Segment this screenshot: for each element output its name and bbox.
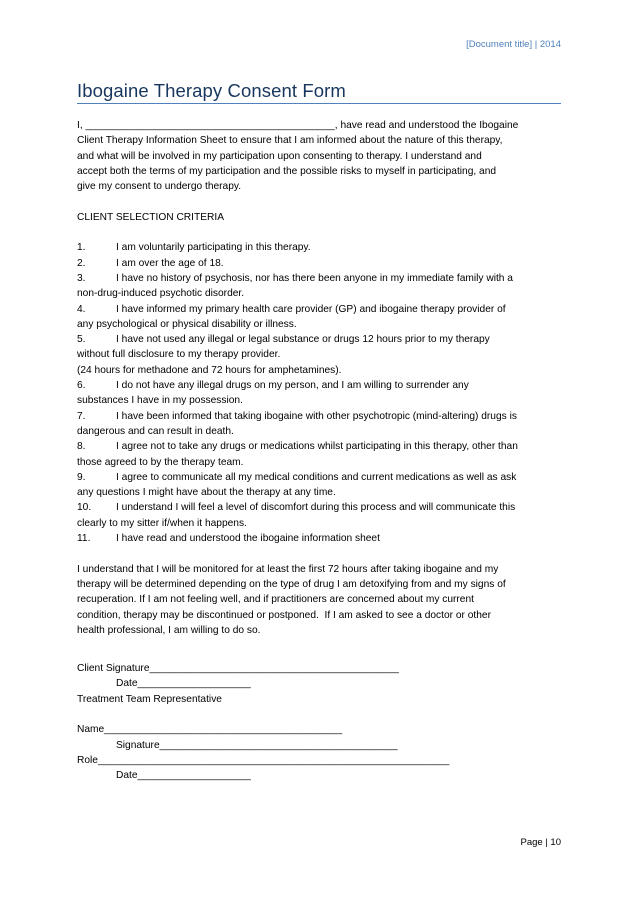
intro-line: I, ____________________________________________, have read and understood the Ibogaine <box>77 120 519 131</box>
criteria-item <box>77 500 567 531</box>
intro-line: accept both the terms of my participation and the possible risks to myself in participating, and <box>77 165 497 177</box>
criteria-number: 4. <box>77 303 86 315</box>
closing-line: therapy will be determined depending on the type of drug I am detoxifying from and my signs of <box>77 578 506 590</box>
criteria-text: without full disclosure to my therapy provider. <box>77 349 281 361</box>
team-rep-label: Treatment Team Representative <box>77 693 222 705</box>
criteria-item <box>77 470 567 501</box>
closing-paragraph <box>77 562 567 638</box>
intro-line: give my consent to undergo therapy. <box>77 181 242 193</box>
criteria-number: 3. <box>77 272 86 284</box>
criteria-item <box>77 271 567 302</box>
criteria-item <box>77 378 567 409</box>
criteria-text: I am voluntarily participating in this therapy. <box>116 242 311 254</box>
criteria-item <box>77 302 567 333</box>
criteria-number: 11. <box>77 533 91 545</box>
criteria-text: I have been informed that taking ibogaine with other psychotropic (mind-altering) drugs is <box>116 410 517 422</box>
criteria-number: 9. <box>77 471 86 483</box>
criteria-item <box>77 409 567 440</box>
document-title: Ibogaine Therapy Consent Form <box>77 80 346 101</box>
criteria-item <box>77 332 567 378</box>
criteria-text: I have no history of psychosis, nor has there been anyone in my immediate family with a <box>116 272 513 284</box>
criteria-text: I have read and understood the ibogaine information sheet <box>116 533 380 545</box>
criteria-text: any psychological or physical disability or illness. <box>77 318 297 330</box>
criteria-text: I am over the age of 18. <box>116 257 224 269</box>
date-field[interactable]: Date____________________ <box>116 770 251 782</box>
criteria-item <box>77 531 567 546</box>
criteria-number: 1. <box>77 242 86 254</box>
criteria-number: 2. <box>77 257 86 269</box>
criteria-number: 6. <box>77 380 86 392</box>
criteria-text: non-drug-induced psychotic disorder. <box>77 288 245 300</box>
client-date-field[interactable]: Date____________________ <box>116 678 251 690</box>
criteria-text: dangerous and can result in death. <box>77 425 234 437</box>
name-field[interactable]: Name__________________________________________ <box>77 724 343 736</box>
criteria-text: (24 hours for methadone and 72 hours for amphetamines). <box>77 364 342 376</box>
criteria-text: I understand I will feel a level of discomfort during this process and will communicate this <box>116 502 516 514</box>
closing-line: recuperation. If I am not feeling well, and if practitioners are concerned about my current <box>77 594 474 606</box>
page-footer: Page | 10 <box>520 837 561 848</box>
criteria-text: I agree not to take any drugs or medications whilst participating in this therapy, other than <box>116 441 518 453</box>
closing-line: I understand that I will be monitored for at least the first 72 hours after taking ibogaine and my <box>77 563 499 575</box>
criteria-text: I have informed my primary health care provider (GP) and ibogaine therapy provider of <box>116 303 506 315</box>
criteria-text: substances I have in my possession. <box>77 395 243 407</box>
criteria-item <box>77 240 567 255</box>
page-header: [Document title] | 2014 <box>466 39 561 50</box>
document-body <box>77 118 567 783</box>
criteria-text: those agreed to by the therapy team. <box>77 456 244 468</box>
criteria-number: 8. <box>77 441 86 453</box>
criteria-number: 5. <box>77 334 86 346</box>
signature-field[interactable]: Signature__________________________________________ <box>116 739 398 751</box>
criteria-text: I have not used any illegal or legal substance or drugs 12 hours prior to my therapy <box>116 334 490 346</box>
client-signature-field[interactable]: Client Signature____________________________________________ <box>77 663 399 675</box>
criteria-text: any questions I might have about the therapy at any time. <box>77 487 336 499</box>
criteria-item <box>77 439 567 470</box>
criteria-list <box>77 240 567 546</box>
criteria-text: I do not have any illegal drugs on my person, and I am willing to surrender any <box>116 380 469 392</box>
intro-paragraph <box>77 118 567 194</box>
role-field[interactable]: Role______________________________________________________________ <box>77 754 450 766</box>
criteria-text: I agree to communicate all my medical conditions and current medications as well as ask <box>116 471 517 483</box>
closing-line: health professional, I am willing to do so. <box>77 624 261 636</box>
intro-line: and what will be involved in my participation upon consenting to therapy. I understand and <box>77 150 482 162</box>
criteria-text: clearly to my sitter if/when it happens. <box>77 517 247 529</box>
signature-block <box>77 661 567 783</box>
criteria-number: 10. <box>77 502 92 514</box>
intro-line: Client Therapy Information Sheet to ensure that I am informed about the nature of this therapy, <box>77 135 503 147</box>
criteria-heading: CLIENT SELECTION CRITERIA <box>77 211 224 223</box>
title-underline <box>77 103 561 104</box>
criteria-item <box>77 256 567 271</box>
criteria-number: 7. <box>77 410 86 422</box>
closing-line: condition, therapy may be discontinued or postponed. If I am asked to see a doctor or other <box>77 609 491 621</box>
